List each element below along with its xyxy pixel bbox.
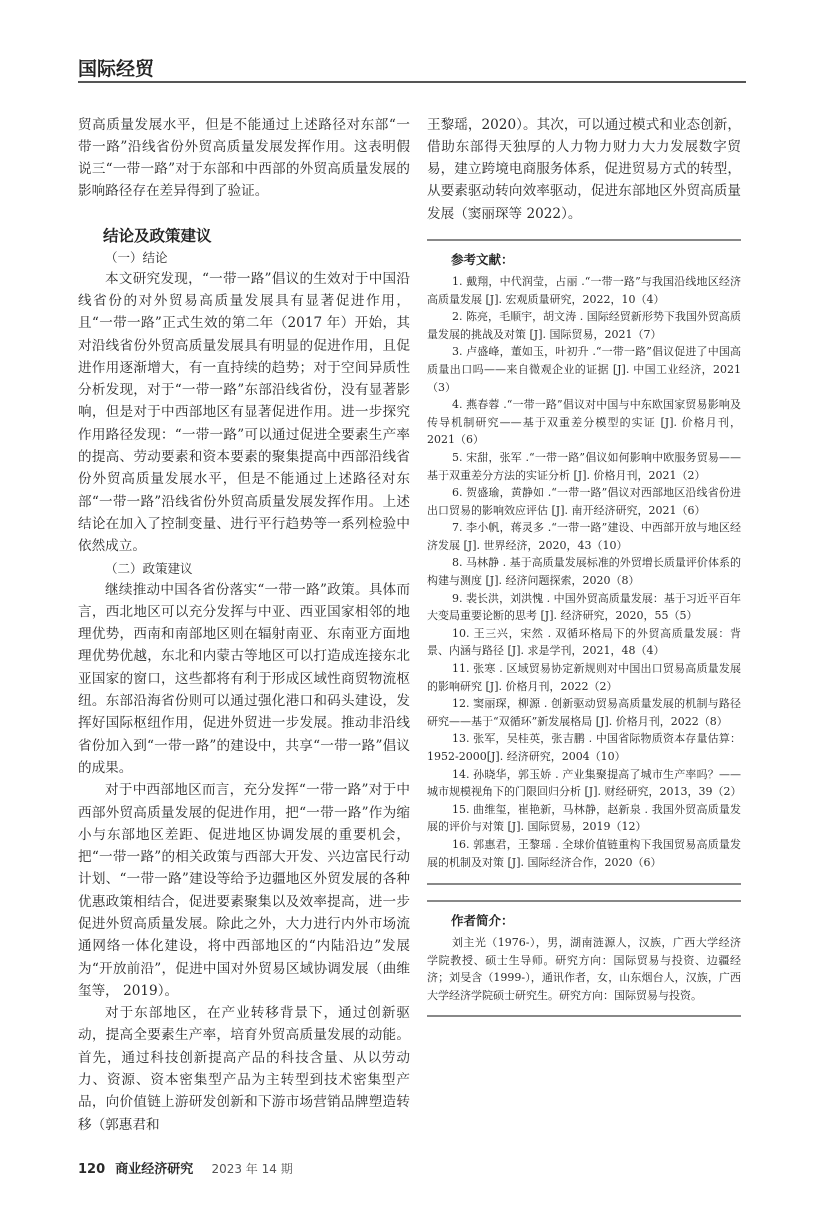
reference-item: 16. 郭惠君，王黎瑶 . 全球价值链重构下我国贸易高质量发展的机制及对策 [J]. 国际经济合作，2020（6） — [427, 837, 741, 869]
paragraph-policy-2: 对于中西部地区而言，充分发挥“一带一路”对于中西部外贸高质量发展的促进作用，把“一带一路”作为缩小与东部地区差距、促进地区协调发展的重要机会，把“一带一路”的相关政策与西部大开发、兴边富民行动计划、“一带一路”建设等给予边疆地区外贸发展的各种优惠政策相结合，促进要素聚集以及效率提高，进一步促进外贸高质量发展。除此之外，大力进行内外市场流通网络一体化建设，将中西部地区的“内陆沿边”发展为“开放前沿”，促进中国对外贸易区域协调发展（曲维玺等， 2019）。 — [78, 782, 410, 999]
reference-item: 2. 陈亮，毛顺宇，胡文涛 . 国际经贸新形势下我国外贸高质量发展的挑战及对策 [J]. 国际贸易，2021（7） — [427, 310, 741, 341]
reference-item: 3. 卢盛峰，董如玉，叶初升 .“一带一路”倡议促进了中国高质量出口吗——来自微观企业的证据 [J]. 中国工业经济，2021（3） — [427, 345, 741, 394]
reference-item: 13. 张军，吴桂英，张吉鹏 . 中国省际物质资本存量估算：1952-2000[J]. 经济研究，2004（10） — [427, 732, 741, 764]
reference-item: 10. 王三兴，宋然 . 双循环格局下的外贸高质量发展：背景、内涵与路径 [J]. 求是学刊，2021，48（4） — [427, 626, 741, 658]
author-bottom-rule — [427, 1015, 741, 1017]
reference-item: 12. 窦丽琛，柳源 . 创新驱动贸易高质量发展的机制与路径研究——基于“双循环”新发展格局 [J]. 价格月刊，2022（8） — [427, 697, 741, 728]
paragraph-continued: 王黎瑶，2020）。其次，可以通过模式和业态创新，借助东部得天独厚的人力物力财力大力发展数字贸易，建立跨境电商服务体系，促进贸易方式的转型，从要素驱动转向效率驱动，促进东部地区外贸高质量发展（窦丽琛等 2022）。 — [427, 116, 741, 222]
author-bio: 刘主光（1976-），男，湖南涟源人，汉族，广西大学经济学院教授、硕士生导师。研究方向：国际贸易与投资、边疆经济；刘旻含（1999-），通讯作者，女，山东烟台人，汉族，广西大学经济学院硕士研究生。研究方向：国际贸易与投资。 — [427, 936, 741, 1002]
subheading-policy: （二）政策建议 — [105, 560, 193, 576]
subheading-conclusion: （一）结论 — [105, 249, 168, 265]
paragraph-intro: 贸高质量发展水平，但是不能通过上述路径对东部“一带一路”沿线省份外贸高质量发展发挥作用。这表明假说三“一带一路”对于东部和中西部的外贸高质量发展的影响路径存在差异得到了验证。 — [78, 116, 410, 200]
page-footer — [78, 1160, 746, 1179]
journal-name: 商业经济研究 — [115, 1161, 194, 1177]
right-column — [427, 114, 741, 1017]
section-title: 国际经贸 — [78, 58, 155, 80]
reference-item: 8. 马林静 . 基于高质量发展标准的外贸增长质量评价体系的构建与测度 [J]. 经济问题探索，2020（8） — [427, 556, 741, 588]
heading-conclusion: 结论及政策建议 — [103, 226, 212, 245]
reference-item: 15. 曲维玺，崔艳新，马林静，赵新泉 . 我国外贸高质量发展的评价与对策 [J]. 国际贸易，2019（12） — [427, 802, 741, 834]
left-column — [78, 114, 410, 1136]
reference-item: 1. 戴翔，中代润莹，占丽 .“一带一路”与我国沿线地区经济高质量发展 [J]. 宏观质量研究，2022，10（4） — [427, 274, 741, 306]
reference-item: 4. 燕春蓉 .“一带一路”倡议对中国与中东欧国家贸易影响及传导机制研究——基于双重差分模型的实证 [J]. 价格月刊，2021（6） — [427, 398, 741, 447]
paragraph-conclusion: 本文研究发现，“一带一路”倡议的生效对于中国沿线省份的对外贸易高质量发展具有显著促进作用，且“一带一路”正式生效的第二年（2017 年）开始，其对沿线省份外贸高质量发展具有明显的促进作用，且促进作用逐渐增大，有一直持续的趋势；对于空间异质性分析发现，对于“一带一路”东部沿线省份，没有显著影响，但是对于中西部地区有显著促进作用。进一步探究作用路径发现：“一带一路”可以通过促进全要素生产率的提高、劳动要素和资本要素的聚集提高中西部沿线省份外贸高质量发展水平，但是不能通过上述路径对东部“一带一路”沿线省份外贸高质量发展发挥作用。上述结论在加入了控制变量、进行平行趋势等一系列检验中依然成立。 — [78, 270, 410, 555]
columns — [78, 114, 746, 1136]
reference-item: 11. 张寒 . 区域贸易协定新规则对中国出口贸易高质量发展的影响研究 [J]. 价格月刊，2022（2） — [427, 662, 741, 693]
author-title: 作者简介： — [451, 913, 514, 929]
reference-item: 6. 贺盛瑜，黄静如 .“一带一路”倡议对西部地区沿线省份进出口贸易的影响效应评估 [J]. 南开经济研究，2021（6） — [427, 486, 741, 517]
reference-list — [427, 273, 741, 871]
paragraph-policy-1: 继续推动中国各省份落实“一带一路”政策。具体而言，西北地区可以充分发挥与中亚、西亚国家相邻的地理优势，西南和南部地区则在辐射南亚、东南亚方面地理优势优越，东北和内蒙古等地区可以打造成连接东北亚国家的窗口，这些都将有利于形成区域性商贸物流枢纽。东部沿海省份则可以通过强化港口和码头建设，发挥好国际枢纽作用，促进外贸进一步发展。推动非沿线省份加入到“一带一路”的建设中，共享“一带一路”倡议的成果。 — [78, 581, 410, 776]
reference-item: 7. 李小帆，蒋灵多 .“一带一路”建设、中西部开放与地区经济发展 [J]. 世界经济，2020，43（10） — [427, 521, 741, 552]
issue-label: 2023 年 14 期 — [211, 1161, 293, 1176]
reference-item: 14. 孙晓华，郭玉娇 . 产业集聚提高了城市生产率吗？——城市规模视角下的门限回归分析 [J]. 财经研究，2013，39（2） — [427, 767, 742, 799]
page-number: 120 — [78, 1161, 106, 1177]
author-top-rule — [427, 900, 741, 902]
references-title: 参考文献： — [451, 251, 514, 267]
reference-item: 9. 裴长洪，刘洪愧 . 中国外贸高质量发展：基于习近平百年大变局重要论断的思考 [J]. 经济研究，2020，55（5） — [427, 591, 741, 623]
header-rule — [78, 81, 746, 83]
references-top-rule — [427, 239, 741, 241]
paragraph-policy-3: 对于东部地区，在产业转移背景下，通过创新驱动，提高全要素生产率，培育外贸高质量发展的动能。首先，通过科技创新提高产品的科技含量、从以劳动力、资源、资本密集型产品为主转型到技术密集型产品，向价值链上游研发创新和下游市场营销品牌塑造转移（郭惠君和 — [78, 1005, 410, 1133]
reference-item: 5. 宋甜，张军 .“一带一路”倡议如何影响中欧服务贸易——基于双重差分方法的实证分析 [J]. 价格月刊，2021（2） — [427, 450, 741, 482]
references-bottom-rule — [427, 883, 741, 885]
